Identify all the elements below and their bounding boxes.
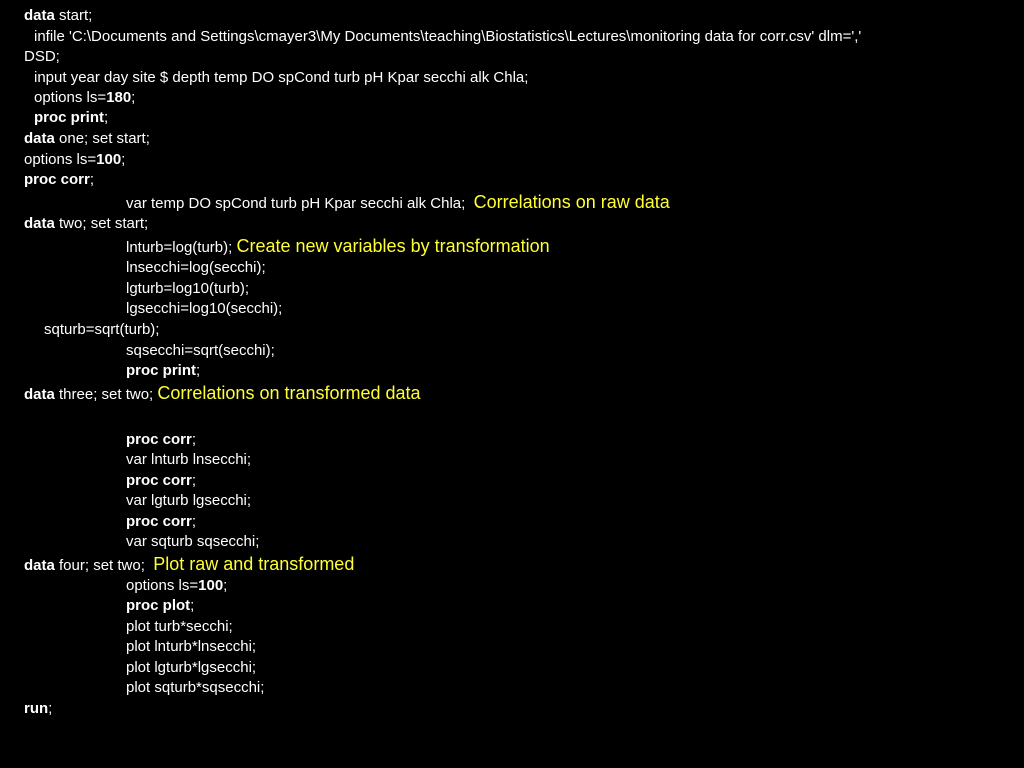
code-text-tail: ; [131,89,136,106]
code-line [24,512,1024,532]
code-text: DSD; [24,48,60,65]
keyword-value: 180 [106,89,132,106]
code-text: options ls= [24,151,97,168]
code-text: plot lgturb*lgsecchi; [126,659,257,676]
code-line [24,383,1004,405]
code-text: lnturb=log(turb); [126,239,233,256]
keyword: proc plot [126,597,191,614]
code-text: input year day site $ depth temp DO spCond turb pH Kpar secchi alk Chla; [34,69,529,86]
code-line [24,471,1024,491]
code-line [24,192,1024,214]
code-text: var sqturb sqsecchi; [126,533,260,550]
code-text: three; set two; [54,386,154,403]
keyword: data [24,215,55,232]
code-text: sqsecchi=sqrt(secchi); [126,342,275,359]
code-line [24,170,1004,190]
code-text: two; set start; [54,215,149,232]
code-line [24,699,1004,719]
code-line [24,236,1024,258]
annotation: Create new variables by transformation [236,236,550,256]
code-line [24,430,1024,450]
keyword: proc print [126,362,196,379]
annotation: Plot raw and transformed [153,554,355,574]
code-line [24,576,1024,596]
code-text: var lnturb lnsecchi; [126,451,252,468]
code-line [24,617,1024,637]
code-line [24,27,1014,47]
keyword-value: 100 [198,577,224,594]
code-line [24,658,1024,678]
code-text: ; [196,362,201,379]
code-text: ; [48,700,53,717]
keyword: proc corr [126,472,192,489]
keyword-value: 100 [96,151,122,168]
annotation: Correlations on raw data [473,192,670,212]
code-line [24,320,1024,340]
keyword: data [24,130,55,147]
code-line [24,341,1024,361]
keyword: data [24,7,55,24]
code-line [24,532,1024,552]
code-line [24,279,1024,299]
code-line [24,6,1004,26]
code-line [24,678,1024,698]
code-line [24,129,1004,149]
code-text: ; [190,597,195,614]
code-text: var temp DO spCond turb pH Kpar secchi alk Chla; [126,195,466,212]
keyword: proc corr [126,513,192,530]
code-line [24,68,1014,88]
code-text: start; [54,7,93,24]
code-line [24,258,1024,278]
code-text: lgsecchi=log10(secchi); [126,300,283,317]
code-line [24,150,1004,170]
code-text: ; [191,431,197,448]
code-text: options ls= [34,89,107,106]
code-text: ; [89,171,95,188]
code-text: plot sqturb*sqsecchi; [126,679,265,696]
code-line [24,108,1014,128]
code-line [24,299,1024,319]
code-line [24,47,1004,67]
keyword: proc corr [24,171,90,188]
code-text: one; set start; [54,130,150,147]
code-text: ; [191,513,197,530]
code-text: plot turb*secchi; [126,618,233,635]
code-line [24,214,1004,234]
code-text: infile 'C:\Documents and Settings\cmayer3\My Documents\teaching\Biostatistics\Lectures\monitoring data for corr.csv' dlm=',' [34,28,862,45]
keyword: data [24,557,55,574]
keyword: proc corr [126,431,192,448]
code-text: lgturb=log10(turb); [126,280,249,297]
keyword: data [24,386,55,403]
code-text: ; [104,109,109,126]
code-line [24,554,1004,576]
keyword: proc print [34,109,104,126]
code-text-tail: ; [223,577,228,594]
annotation: Correlations on transformed data [157,383,421,403]
code-line [24,491,1024,511]
code-line [24,637,1024,657]
code-text: lnsecchi=log(secchi); [126,259,266,276]
code-text: options ls= [126,577,199,594]
code-line [24,88,1014,108]
code-text: plot lnturb*lnsecchi; [126,638,257,655]
code-text-tail: ; [121,151,126,168]
code-line [24,450,1024,470]
code-text: sqturb=sqrt(turb); [44,321,160,338]
code-text: four; set two; [54,557,145,574]
code-line [24,361,1024,381]
code-text: ; [191,472,197,489]
keyword: run [24,700,49,717]
code-text: var lgturb lgsecchi; [126,492,252,509]
code-line [24,596,1024,616]
